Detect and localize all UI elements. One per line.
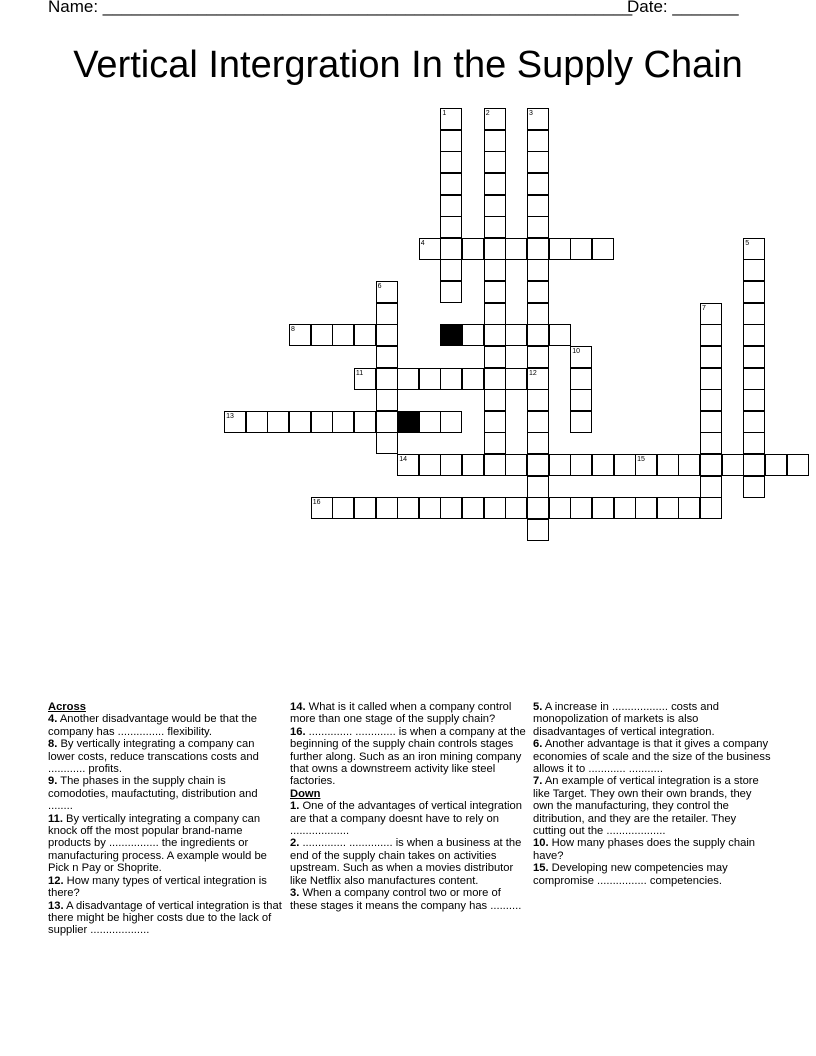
clue-number: 5 <box>745 239 750 247</box>
clue-across-8: 8. By vertically integrating a company can lower costs, reduce transcations costs and ............ profits. <box>48 738 259 776</box>
grid-cell[interactable] <box>527 303 549 325</box>
grid-cell[interactable] <box>527 389 549 411</box>
grid-cell[interactable] <box>614 497 636 519</box>
grid-cell[interactable] <box>570 454 592 476</box>
clue-number: 11 <box>355 369 364 377</box>
clue-across-14: 14. What is it called when a company control more than one stage of the supply chain? <box>290 701 512 726</box>
clue-down-10: 10. How many phases does the supply chain have? <box>533 837 756 862</box>
grid-cell[interactable] <box>376 281 398 303</box>
grid-cell[interactable] <box>743 389 765 411</box>
grid-cell[interactable] <box>505 454 527 476</box>
grid-cell[interactable] <box>376 389 398 411</box>
clue-across-13: 13. A disadvantage of vertical integration is that there might be higher costs due to the lack of supplier ................... <box>48 899 282 937</box>
grid-cell[interactable] <box>527 324 549 346</box>
across-heading: Across <box>48 701 86 713</box>
grid-cell[interactable] <box>743 324 765 346</box>
grid-cell[interactable] <box>765 454 787 476</box>
grid-cell[interactable] <box>549 324 571 346</box>
grid-cell[interactable] <box>376 303 398 325</box>
grid-cell[interactable] <box>527 216 549 238</box>
grid-cell[interactable] <box>484 173 506 195</box>
grid-cell[interactable] <box>549 454 571 476</box>
grid-cell[interactable] <box>354 411 376 433</box>
grid-cell[interactable] <box>440 497 462 519</box>
grid-cell[interactable] <box>527 238 549 260</box>
grid-cell[interactable] <box>267 411 289 433</box>
grid-cell[interactable] <box>419 411 441 433</box>
grid-cell[interactable] <box>527 173 549 195</box>
grid-cell[interactable] <box>440 151 462 173</box>
grid-cell[interactable] <box>592 454 614 476</box>
grid-cell[interactable] <box>440 195 462 217</box>
grid-cell[interactable] <box>527 130 549 152</box>
name-field[interactable]: Name: ________________________________________________________ <box>48 0 633 16</box>
grid-cell[interactable] <box>484 130 506 152</box>
grid-cell[interactable] <box>484 324 506 346</box>
grid-cell[interactable] <box>484 108 506 130</box>
clue-down-3: 3. When a company control two or more of these stages it means the company has .......... <box>290 887 522 912</box>
grid-cell[interactable] <box>484 303 506 325</box>
grid-cell[interactable] <box>527 346 549 368</box>
down-heading: Down <box>290 787 321 800</box>
grid-cell[interactable] <box>527 432 549 454</box>
grid-cell[interactable] <box>743 281 765 303</box>
grid-cell[interactable] <box>440 108 462 130</box>
grid-cell[interactable] <box>678 454 700 476</box>
clue-number: 12 <box>529 369 537 377</box>
grid-cell[interactable] <box>289 411 311 433</box>
grid-cell[interactable] <box>549 238 571 260</box>
grid-cell[interactable] <box>440 259 462 281</box>
grid-cell[interactable] <box>440 411 462 433</box>
grid-cell[interactable] <box>700 476 722 498</box>
grid-cell[interactable] <box>332 324 354 346</box>
grid-cell[interactable] <box>678 497 700 519</box>
clue-column-3 <box>533 701 771 887</box>
grid-cell[interactable] <box>570 238 592 260</box>
blocked-cell <box>440 324 462 346</box>
grid-cell[interactable] <box>505 238 527 260</box>
grid-cell[interactable] <box>440 238 462 260</box>
date-field[interactable]: Date: _______ <box>627 0 739 16</box>
grid-cell[interactable] <box>657 497 679 519</box>
grid-cell[interactable] <box>397 368 419 390</box>
grid-cell[interactable] <box>462 454 484 476</box>
grid-cell[interactable] <box>527 476 549 498</box>
grid-cell[interactable] <box>376 346 398 368</box>
grid-cell[interactable] <box>700 324 722 346</box>
grid-cell[interactable] <box>787 454 809 476</box>
clue-number: 2 <box>485 110 490 117</box>
grid-cell[interactable] <box>549 497 571 519</box>
grid-cell[interactable] <box>354 324 376 346</box>
grid-cell[interactable] <box>376 324 398 346</box>
grid-cell[interactable] <box>289 324 311 346</box>
grid-cell[interactable] <box>527 368 549 390</box>
grid-cell[interactable] <box>311 411 333 433</box>
grid-cell[interactable] <box>527 281 549 303</box>
grid-cell[interactable] <box>527 151 549 173</box>
clue-down-15: 15. Developing new competencies may compromise ................ competencies. <box>533 862 728 887</box>
grid-cell[interactable] <box>419 497 441 519</box>
grid-cell[interactable] <box>592 497 614 519</box>
grid-cell[interactable] <box>440 216 462 238</box>
grid-cell[interactable] <box>657 454 679 476</box>
grid-cell[interactable] <box>570 368 592 390</box>
clue-column-1 <box>48 701 283 937</box>
grid-cell[interactable] <box>700 497 722 519</box>
grid-cell[interactable] <box>743 346 765 368</box>
grid-cell[interactable] <box>397 454 419 476</box>
grid-cell[interactable] <box>484 281 506 303</box>
clue-number: 9 <box>442 326 447 334</box>
grid-cell[interactable] <box>376 411 398 433</box>
grid-cell[interactable] <box>722 454 744 476</box>
clue-number: 15 <box>637 456 645 464</box>
grid-cell[interactable] <box>743 259 765 281</box>
clue-column-2 <box>290 701 526 912</box>
grid-cell[interactable] <box>743 454 765 476</box>
grid-cell[interactable] <box>484 432 506 454</box>
grid-cell[interactable] <box>570 389 592 411</box>
grid-cell[interactable] <box>614 454 636 476</box>
grid-cell[interactable] <box>419 368 441 390</box>
grid-cell[interactable] <box>354 368 376 390</box>
clue-number: 3 <box>529 110 533 117</box>
grid-cell[interactable] <box>419 454 441 476</box>
clue-number: 7 <box>702 304 706 312</box>
grid-cell[interactable] <box>484 389 506 411</box>
clue-down-7: 7. An example of vertical integration is a store like Target. They own their own brands, they own the manufacturing, they control the ditribution, and they are the retailer. They cutting out the ................... <box>533 775 759 838</box>
grid-cell[interactable] <box>376 497 398 519</box>
grid-cell[interactable] <box>743 238 765 260</box>
grid-cell[interactable] <box>527 454 549 476</box>
grid-cell[interactable] <box>570 497 592 519</box>
grid-cell[interactable] <box>570 346 592 368</box>
clue-number: 8 <box>291 326 295 334</box>
grid-cell[interactable] <box>505 324 527 346</box>
grid-cell[interactable] <box>592 238 614 260</box>
grid-cell[interactable] <box>527 195 549 217</box>
grid-cell[interactable] <box>440 173 462 195</box>
grid-cell[interactable] <box>743 411 765 433</box>
grid-cell[interactable] <box>743 303 765 325</box>
grid-cell[interactable] <box>505 368 527 390</box>
clue-across-9: 9. The phases in the supply chain is comodoties, maufactuting, distribution and ........ <box>48 775 258 813</box>
grid-cell[interactable] <box>484 151 506 173</box>
grid-cell[interactable] <box>743 476 765 498</box>
clue-down-2: 2. .............. .............. is when a business at the end of the supply chain takes on activities upstream. Such as when a movies distributor like Netflix also manufactures content. <box>290 837 522 887</box>
clue-down-1: 1. One of the advantages of vertical integration are that a company doesnt have to rely on ................... <box>290 800 522 838</box>
clue-number: 4 <box>420 239 425 247</box>
grid-cell[interactable] <box>462 368 484 390</box>
clue-across-12: 12. How many types of vertical integration is there? <box>48 874 267 900</box>
grid-cell[interactable] <box>700 303 722 325</box>
grid-cell[interactable] <box>311 324 333 346</box>
grid-cell[interactable] <box>332 497 354 519</box>
grid-cell[interactable] <box>743 432 765 454</box>
grid-cell[interactable] <box>332 411 354 433</box>
grid-cell[interactable] <box>484 454 506 476</box>
clue-number: 14 <box>399 456 407 464</box>
grid-cell[interactable] <box>570 411 592 433</box>
grid-cell[interactable] <box>527 259 549 281</box>
grid-cell[interactable] <box>505 497 527 519</box>
grid-cell[interactable] <box>246 411 268 433</box>
grid-cell[interactable] <box>397 497 419 519</box>
grid-cell[interactable] <box>376 432 398 454</box>
grid-cell[interactable] <box>700 411 722 433</box>
grid-cell[interactable] <box>440 130 462 152</box>
clue-across-11: 11. By vertically integrating a company can knock off the most popular brand-name products by ................ the ingredients or manufacturing process. A example would be Pick n Pay or Shoprite. <box>48 812 267 875</box>
grid-cell[interactable] <box>311 497 333 519</box>
grid-cell[interactable] <box>484 497 506 519</box>
clue-down-6: 6. Another advantage is that it gives a company economies of scale and the size of the business allows it to ............ ........... <box>533 738 771 776</box>
clue-down-5: 5. A increase in .................. costs and monopolization of markets is also disadvantages of vertical integration. <box>533 701 719 738</box>
grid-cell[interactable] <box>376 368 398 390</box>
grid-cell[interactable] <box>700 389 722 411</box>
grid-cell[interactable] <box>700 346 722 368</box>
grid-cell[interactable] <box>224 411 246 433</box>
grid-cell[interactable] <box>440 281 462 303</box>
grid-cell[interactable] <box>440 454 462 476</box>
grid-cell[interactable] <box>484 411 506 433</box>
grid-cell[interactable] <box>700 432 722 454</box>
grid-cell[interactable] <box>527 108 549 130</box>
grid-cell[interactable] <box>527 497 549 519</box>
grid-cell[interactable] <box>462 324 484 346</box>
grid-cell[interactable] <box>440 368 462 390</box>
grid-cell[interactable] <box>635 497 657 519</box>
grid-cell[interactable] <box>484 216 506 238</box>
clue-number: 10 <box>572 347 580 355</box>
clue-number: 6 <box>377 283 382 290</box>
grid-cell[interactable] <box>419 238 441 260</box>
grid-cell[interactable] <box>484 346 506 368</box>
grid-cell[interactable] <box>484 238 506 260</box>
grid-cell[interactable] <box>462 497 484 519</box>
clue-number: 16 <box>312 499 321 507</box>
blocked-cell <box>397 411 419 433</box>
grid-cell[interactable] <box>743 368 765 390</box>
grid-cell[interactable] <box>354 497 376 519</box>
grid-cell[interactable] <box>527 411 549 433</box>
grid-cell[interactable] <box>700 454 722 476</box>
grid-cell[interactable] <box>484 259 506 281</box>
clue-number: 1 <box>442 110 447 117</box>
grid-cell[interactable] <box>462 238 484 260</box>
grid-cell[interactable] <box>484 195 506 217</box>
grid-cell[interactable] <box>700 368 722 390</box>
clue-number: 13 <box>226 412 234 420</box>
page-title: Vertical Intergration In the Supply Chain <box>73 44 743 86</box>
grid-cell[interactable] <box>635 454 657 476</box>
grid-cell[interactable] <box>527 519 549 541</box>
grid-cell[interactable] <box>484 368 506 390</box>
clue-across-4: 4. Another disadvantage would be that the company has ............... flexibility. <box>48 713 258 738</box>
clue-across-16: 16. .............. ............. is when a company at the beginning of the supply chain controls stages further along. Such as an iron mining company that owns a downstreem activity like steel factories. <box>290 725 526 788</box>
